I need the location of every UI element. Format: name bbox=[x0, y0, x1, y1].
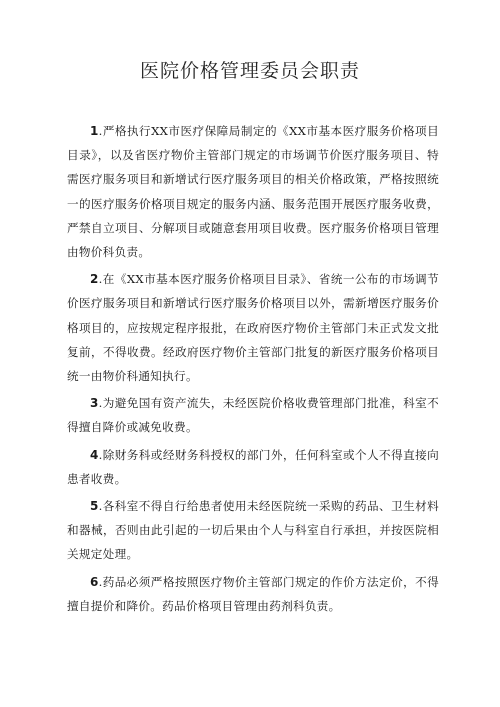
paragraph-number: 2 bbox=[90, 272, 99, 287]
document-body bbox=[67, 119, 439, 621]
paragraph-5 bbox=[67, 494, 439, 570]
document-title: 医院价格管理委员会职责 bbox=[139, 60, 360, 82]
paragraph-number: 3 bbox=[90, 396, 99, 411]
paragraph-4 bbox=[67, 443, 439, 494]
paragraph-3 bbox=[67, 391, 439, 442]
paragraph-text: .除财务科或经财务科授权的部门外，任何科室或个人不得直接向患者收费。 bbox=[67, 447, 439, 486]
paragraph-1 bbox=[67, 119, 439, 267]
paragraph-number: 6 bbox=[90, 574, 99, 589]
paragraph-text: .在《XX市基本医疗服务价格项目目录》、省统一公布的市场调节价医疗服务项目和新增试行医疗服务价格项目以外，需新增医疗服务价格项目的，应按规定程序报批，在政府医疗物价主管部门未正式发文批复前，不得收费。经政府医疗物价主管部门批复的新医疗服务价格项目统一由物价科通知执行。 bbox=[67, 272, 439, 384]
paragraph-number: 5 bbox=[90, 499, 99, 514]
paragraph-number: 1 bbox=[90, 124, 99, 138]
paragraph-text: .严格执行XX市医疗保障局制定的《XX市基本医疗服务价格项目目录》，以及省医疗物价主管部门规定的市场调节价医疗服务项目、特需医疗服务项目和新增试行医疗服务项目的相关价格政策，严格按照统一的医疗服务价格项目规定的服务内涵、服务范围开展医疗服务收费，严禁自立项目、分解项目或随意套用项目收费。医疗服务价格项目管理由物价科负责。 bbox=[67, 124, 439, 260]
paragraph-text: .各科室不得自行给患者使用未经医院统一采购的药品、卫生材料和器械，否则由此引起的一切后果由个人与科室自行承担，并按医院相关规定处理。 bbox=[67, 499, 439, 562]
paragraph-number: 4 bbox=[90, 447, 99, 462]
paragraph-text: .为避免国有资产流失，未经医院价格收费管理部门批准，科室不得擅自降价或减免收费。 bbox=[67, 396, 439, 435]
paragraph-text: .药品必须严格按照医疗物价主管部门规定的作价方法定价，不得擅自提价和降价。药品价格项目管理由药剂科负责。 bbox=[67, 574, 439, 613]
paragraph-2 bbox=[67, 267, 439, 391]
paragraph-6 bbox=[67, 570, 439, 621]
